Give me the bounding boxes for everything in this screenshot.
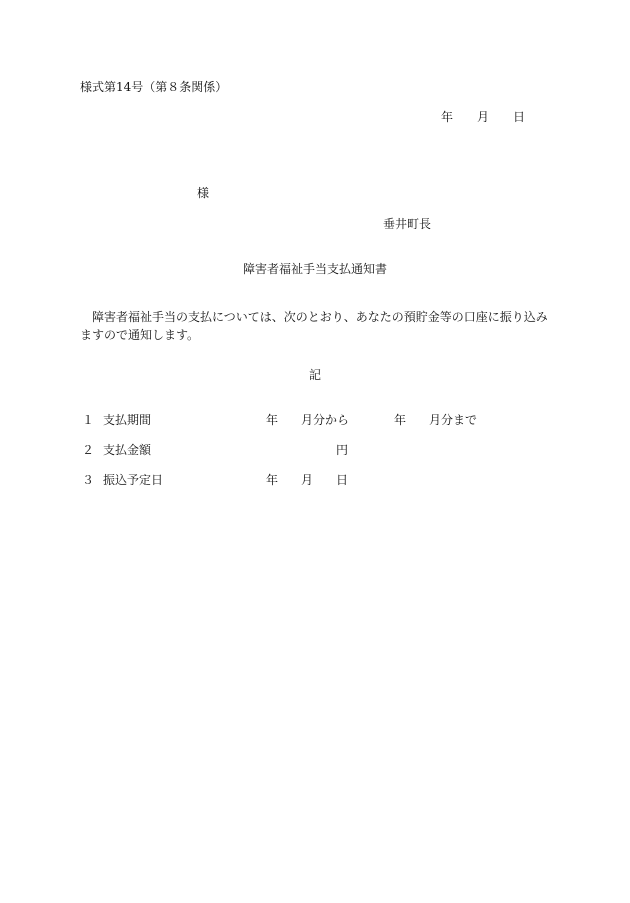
sender-name: 垂井町長 [383,217,432,231]
transfer-year: 年 [266,473,279,487]
period-to-year: 年 [394,413,407,427]
transfer-day: 日 [336,473,349,487]
period-to-month: 月分まで [429,413,478,427]
amount-unit: 円 [336,443,349,457]
date-month: 月 [477,110,490,124]
document-title: 障害者福祉手当支払通知書 [242,262,387,276]
addressee-honorific: 様 [197,186,210,200]
item-number: ３ [82,473,95,487]
item-transfer-date [80,474,550,488]
item-payment-period [80,414,550,428]
date-day: 日 [513,110,526,124]
transfer-month: 月 [301,473,314,487]
date-year: 年 [441,110,454,124]
issue-date [441,111,525,123]
item-label: 支払金額 [103,443,152,457]
item-label: 支払期間 [103,413,152,427]
item-label: 振込予定日 [103,473,164,487]
form-number: 様式第14号（第８条関係） [80,80,228,94]
ki-heading: 記 [308,368,321,382]
period-from-month: 月分から [301,413,350,427]
item-number: ２ [82,443,95,457]
item-payment-amount [80,444,550,458]
item-number: １ [82,413,95,427]
period-from-year: 年 [266,413,279,427]
body-text: 障害者福祉手当の支払については、次のとおり、あなたの預貯金等の口座に振り込みますので通知します。 [80,310,548,342]
